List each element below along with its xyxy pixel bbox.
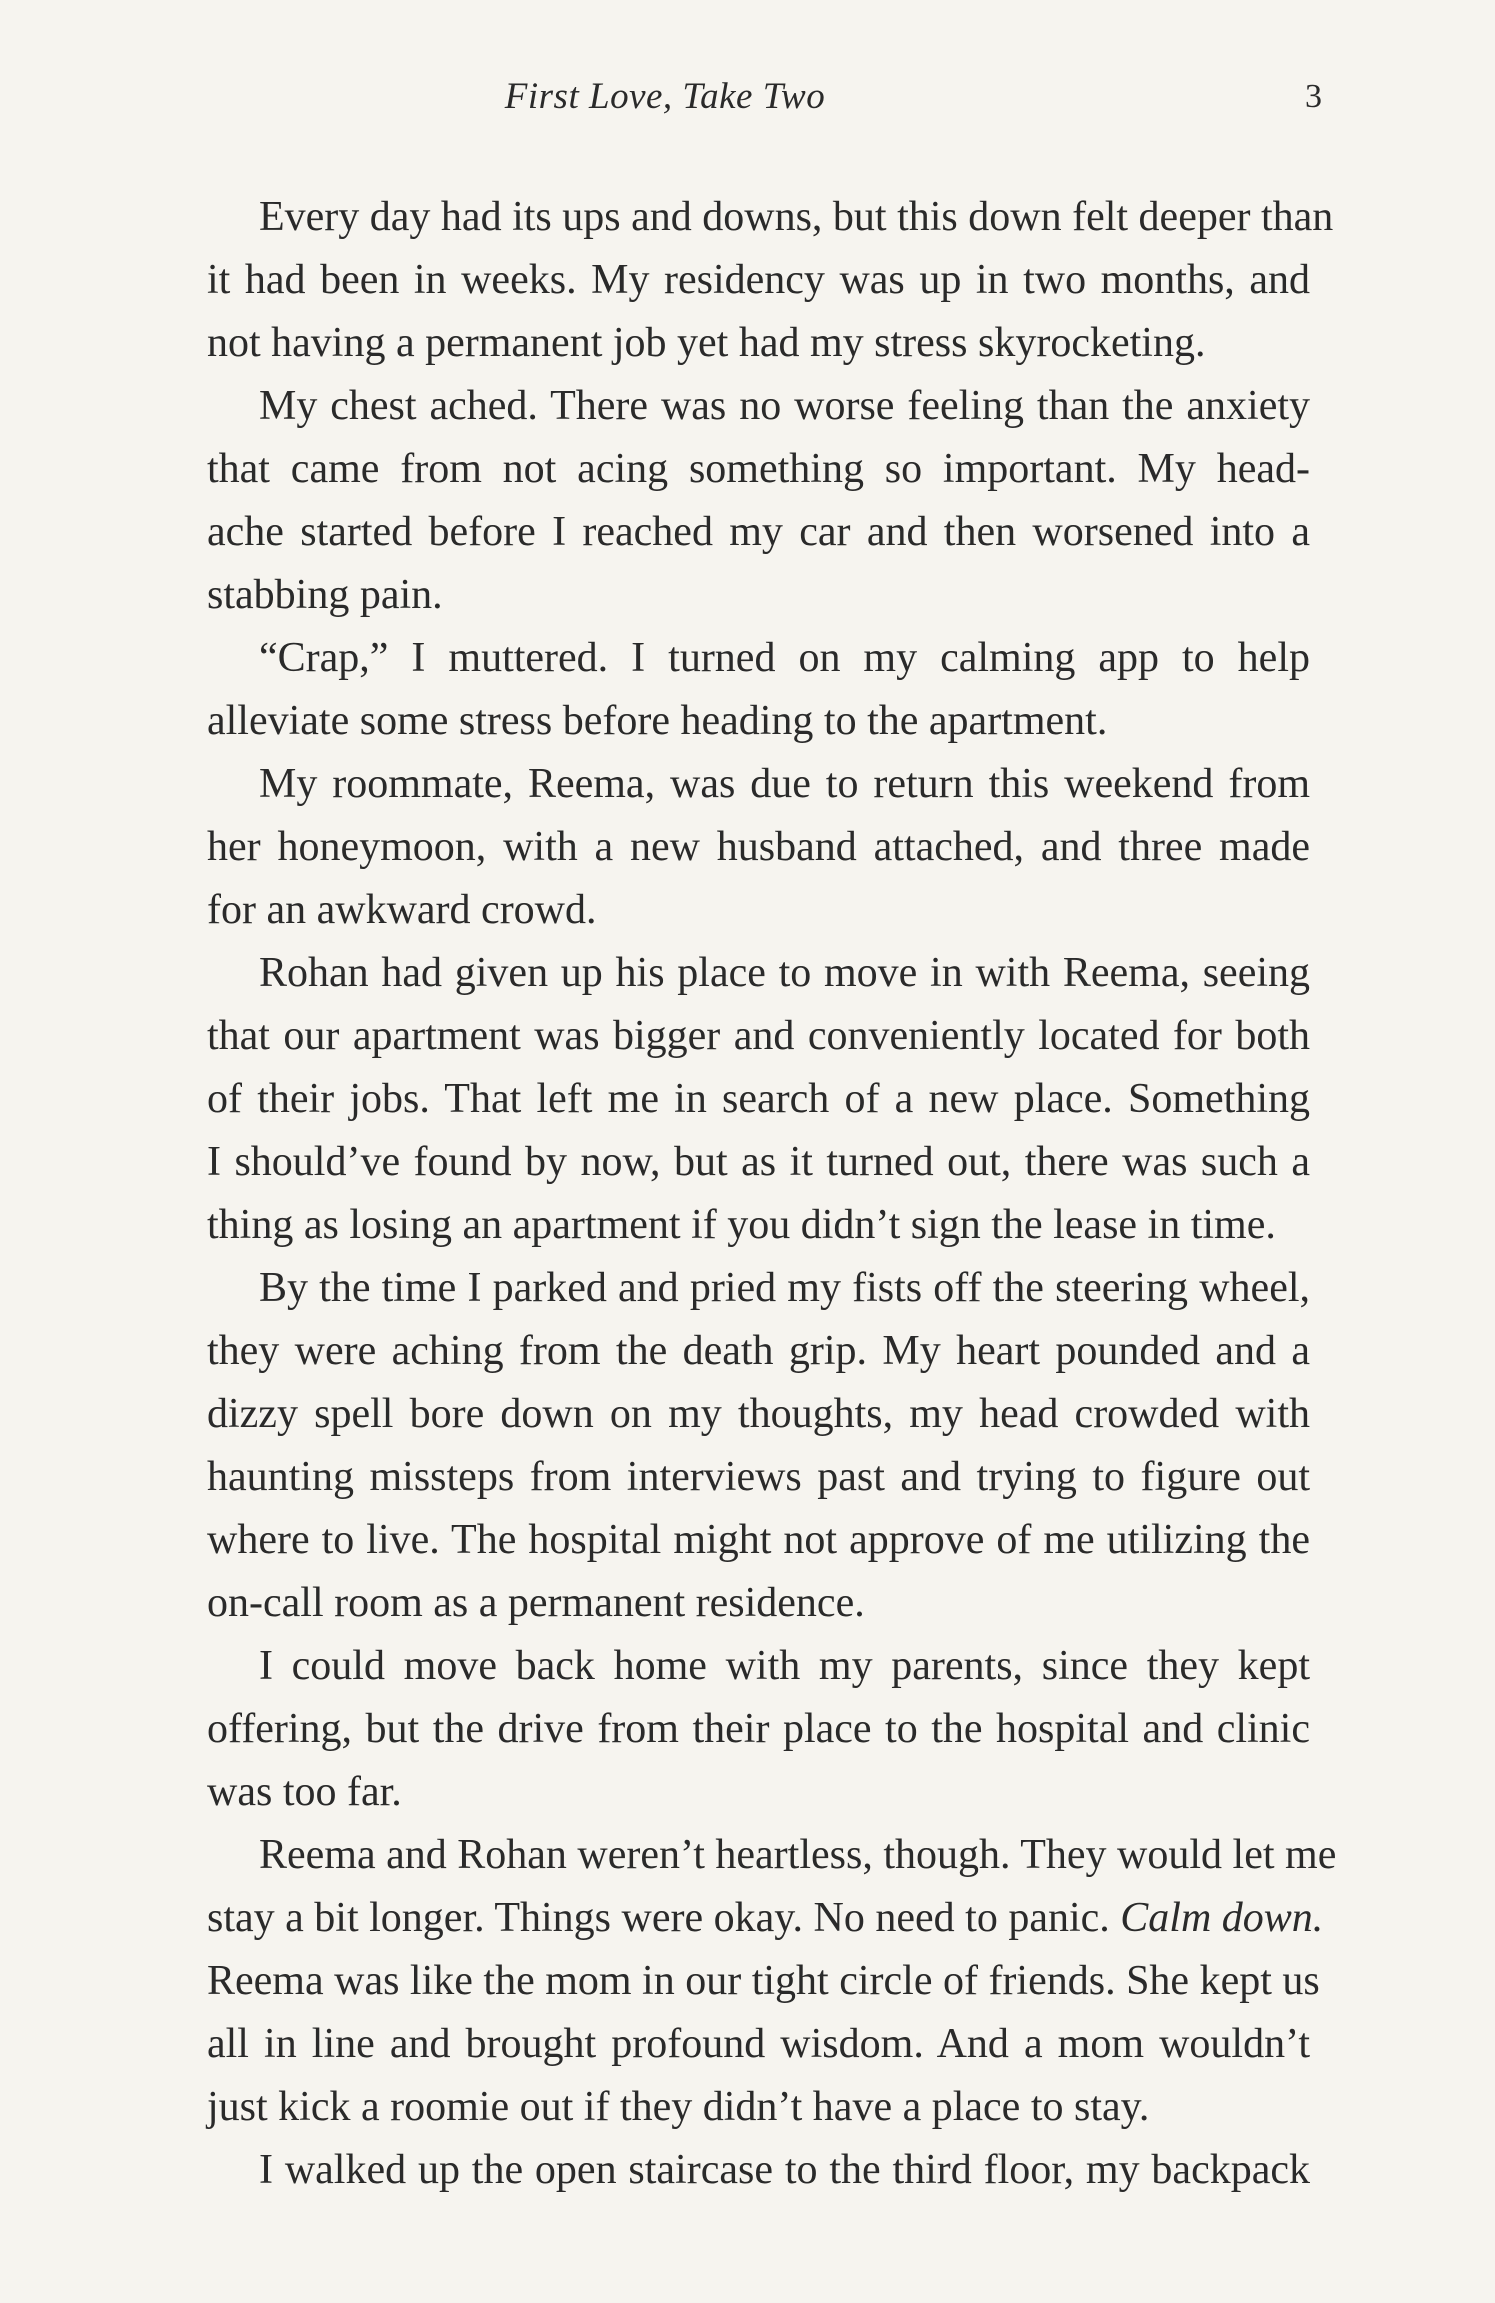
text-line: offering, but the drive from their place to the hospital and clinic <box>207 1706 1310 1752</box>
page-number: 3 <box>1305 78 1322 115</box>
paragraph-4 <box>155 753 1310 942</box>
text-line <box>155 1887 1324 1950</box>
text-line: Reema and Rohan weren’t heartless, though. They would let me <box>259 1832 1337 1878</box>
text-line: “Crap,” I muttered. I turned on my calming app to help <box>259 635 1310 681</box>
text-line: that came from not acing something so important. My head- <box>207 446 1310 492</box>
text-line: My roommate, Reema, was due to return this weekend from <box>259 761 1310 807</box>
text-line: was too far. <box>207 1769 402 1815</box>
text-line: By the time I parked and pried my fists off the steering wheel, <box>259 1265 1310 1311</box>
text-line: stabbing pain. <box>207 572 443 618</box>
paragraph-9 <box>155 2139 1310 2202</box>
paragraph-7 <box>155 1635 1310 1824</box>
text-line: on-call room as a permanent residence. <box>207 1580 865 1626</box>
text-line: they were aching from the death grip. My heart pounded and a <box>207 1328 1310 1374</box>
text-segment: stay a bit longer. Things were okay. No need to panic. <box>207 1895 1121 1941</box>
paragraph-8 <box>155 1824 1337 2139</box>
text-line: just kick a roomie out if they didn’t have a place to stay. <box>207 2084 1150 2130</box>
text-line: Reema was like the mom in our tight circle of friends. She kept us <box>207 1958 1320 2004</box>
text-line: of their jobs. That left me in search of a new place. Something <box>207 1076 1310 1122</box>
text-line: for an awkward crowd. <box>207 887 597 933</box>
text-line: Every day had its ups and downs, but this down felt deeper than <box>259 194 1334 240</box>
text-line: I could move back home with my parents, since they kept <box>259 1643 1310 1689</box>
paragraph-2 <box>155 375 1310 627</box>
paragraph-3 <box>155 627 1310 753</box>
running-title: First Love, Take Two <box>504 76 826 117</box>
text-line: I should’ve found by now, but as it turned out, there was such a <box>207 1139 1310 1185</box>
text-line: My chest ached. There was no worse feeling than the anxiety <box>259 383 1310 429</box>
body-text <box>155 186 1337 2202</box>
text-line: that our apartment was bigger and conveniently located for both <box>207 1013 1310 1059</box>
text-line: her honeymoon, with a new husband attached, and three made <box>207 824 1310 870</box>
paragraph-5 <box>155 942 1310 1257</box>
text-line: not having a permanent job yet had my stress skyrocketing. <box>207 320 1206 366</box>
paragraph-1 <box>155 186 1334 375</box>
text-line: I walked up the open staircase to the third floor, my backpack <box>259 2147 1310 2193</box>
text-line: ache started before I reached my car and then worsened into a <box>207 509 1310 555</box>
text-line: where to live. The hospital might not approve of me utilizing the <box>207 1517 1310 1563</box>
text-line: all in line and brought profound wisdom. And a mom wouldn’t <box>207 2021 1310 2067</box>
text-line: haunting missteps from interviews past and trying to figure out <box>207 1454 1310 1500</box>
text-line: alleviate some stress before heading to the apartment. <box>207 698 1108 744</box>
text-line: Rohan had given up his place to move in with Reema, seeing <box>259 950 1310 996</box>
running-header <box>0 72 1495 122</box>
text-line: thing as losing an apartment if you didn’t sign the lease in time. <box>207 1202 1276 1248</box>
text-line: it had been in weeks. My residency was up in two months, and <box>207 257 1310 303</box>
text-line: dizzy spell bore down on my thoughts, my head crowded with <box>207 1391 1310 1437</box>
italic-phrase: Calm down. <box>1120 1895 1324 1941</box>
paragraph-6 <box>155 1257 1310 1635</box>
